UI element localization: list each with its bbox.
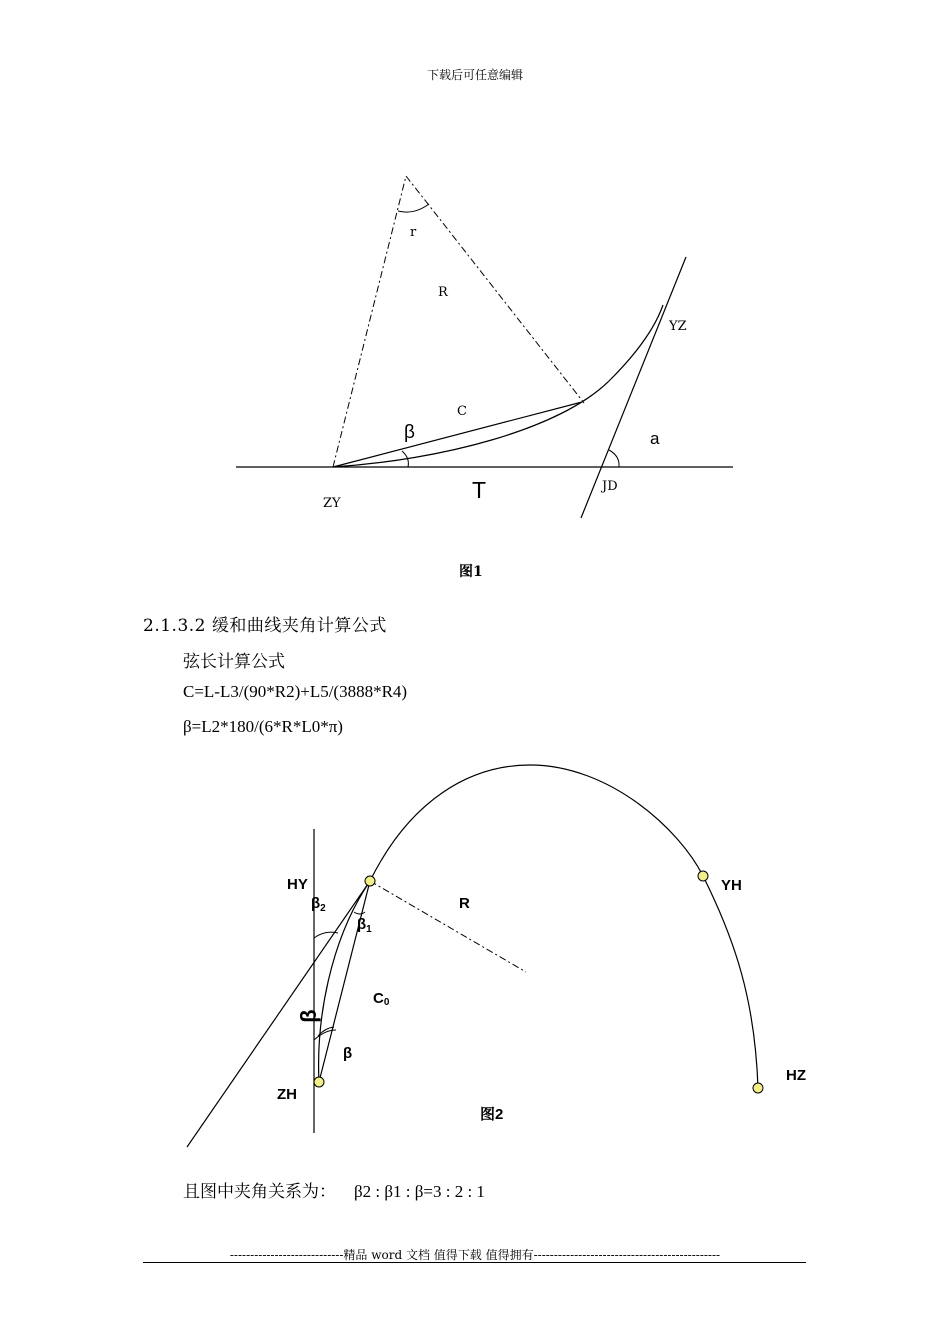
- label-r: r: [410, 225, 417, 240]
- label-T: T: [472, 477, 487, 503]
- label-C0: C0: [373, 990, 390, 1008]
- node-yh: [698, 871, 708, 881]
- figure1-caption: 图1: [459, 564, 483, 580]
- page-footer: ----------------------------精品 word 文档 值得下载 值得拥有----------------------------------------------: [229, 1248, 721, 1262]
- ratio-statement: [183, 1177, 485, 1202]
- label-YZ: YZ: [669, 319, 687, 334]
- radius-line: [370, 881, 526, 972]
- circular-curve-main: [370, 765, 758, 1088]
- label-beta: β: [404, 422, 415, 443]
- figure2-caption: 图2: [480, 1106, 504, 1123]
- label-C: C: [457, 404, 467, 419]
- label-ZY: ZY: [323, 496, 341, 511]
- label-YH: YH: [721, 877, 742, 894]
- node-zh: [314, 1077, 324, 1087]
- label-JD: JD: [602, 479, 618, 494]
- angle-arc-beta-big: [314, 1030, 336, 1040]
- label-R: R: [438, 285, 448, 300]
- formula-chord: C=L-L3/(90*R2)+L5/(3888*R4): [183, 682, 408, 701]
- footer-rule: [143, 1262, 806, 1263]
- label-beta-big: β: [296, 1009, 321, 1023]
- formula-beta: β=L2*180/(6*R*L0*π): [183, 717, 343, 736]
- sub-heading: 弦长计算公式: [183, 652, 285, 672]
- ratio-expression: β2 : β1 : β=3 : 2 : 1: [354, 1182, 485, 1201]
- label-beta-small: β: [343, 1045, 353, 1062]
- label-a: a: [650, 429, 660, 448]
- label-HY: HY: [287, 876, 308, 893]
- label-beta2: $\beta_2$: [311, 895, 326, 914]
- label-HZ: HZ: [786, 1067, 806, 1084]
- page-header: 下载后可任意编辑: [426, 68, 523, 82]
- ratio-lead: 且图中夹角关系为：: [183, 1182, 336, 1202]
- label-beta1: $\beta_1$: [357, 916, 372, 935]
- tangent-line-hy: [187, 881, 370, 1147]
- label-R2: R: [459, 895, 470, 912]
- node-hy: [365, 876, 375, 886]
- node-hz: [753, 1083, 763, 1093]
- section-heading: 2.1.3.2 缓和曲线夹角计算公式: [143, 616, 387, 636]
- angle-arc-beta1: [354, 912, 365, 914]
- label-ZH: ZH: [277, 1086, 297, 1103]
